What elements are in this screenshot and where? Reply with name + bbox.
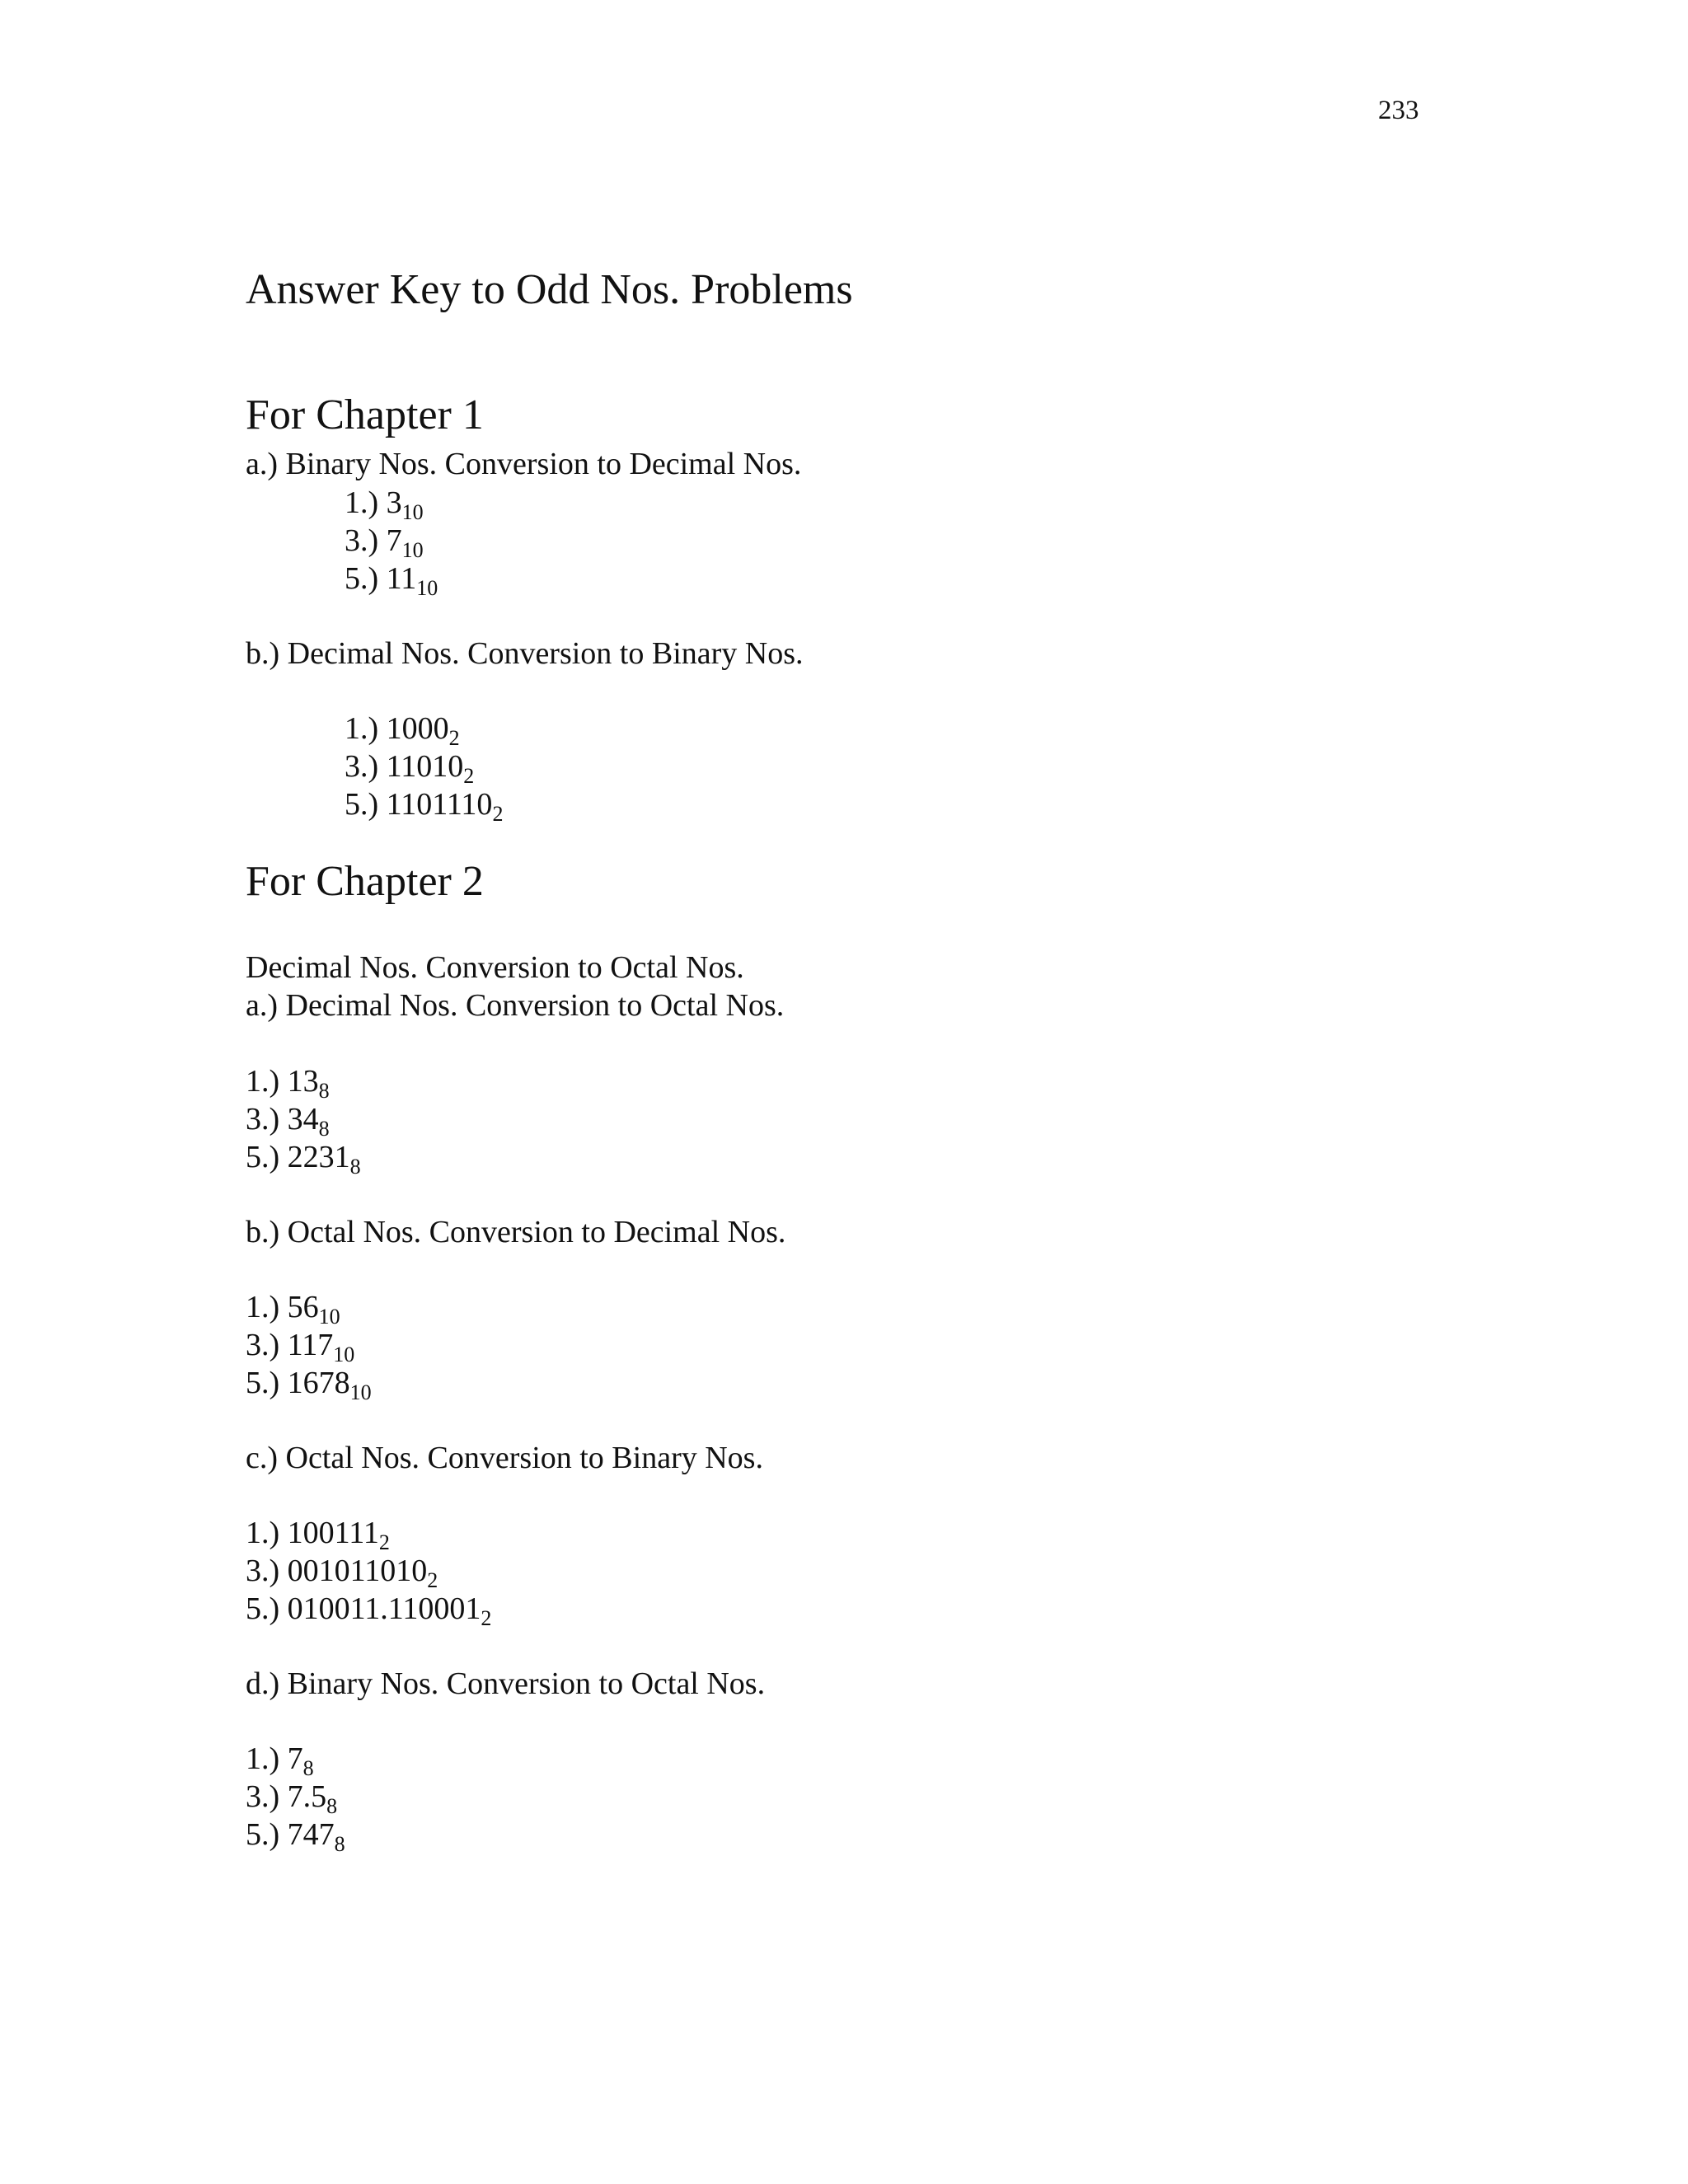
ch1-a-item-1: 1.) $3_{10}$ [345, 485, 424, 524]
ch1-section-a-label: a.) Binary Nos. Conversion to Decimal Nos. [246, 447, 802, 481]
ch2-d-item-5: 5.) $747_8$ [246, 1817, 345, 1856]
ch2-a-item-1: 1.) $13_8$ [246, 1064, 330, 1103]
ch1-b-item-5: 5.) $1101110_2$ [345, 787, 504, 826]
ch2-section-c-label: c.) Octal Nos. Conversion to Binary Nos. [246, 1441, 763, 1475]
ch2-b-item-3: 3.) $117_{10}$ [246, 1328, 355, 1366]
chapter-1-heading: For Chapter 1 [246, 391, 484, 438]
ch2-a-item-5: 5.) $2231_8$ [246, 1140, 361, 1179]
ch2-b-item-1: 1.) $56_{10}$ [246, 1290, 340, 1329]
ch2-c-item-5: 5.) $010011.110001_2$ [246, 1591, 492, 1630]
ch1-a-item-5: 5.) $11_{10}$ [345, 561, 438, 600]
chapter-2-heading: For Chapter 2 [246, 858, 484, 905]
ch2-a-item-3: 3.) $34_8$ [246, 1102, 330, 1141]
page-title: Answer Key to Odd Nos. Problems [246, 266, 853, 313]
ch2-c-item-3: 3.) $001011010_2$ [246, 1554, 438, 1592]
ch2-b-item-5: 5.) $1678_{10}$ [246, 1366, 372, 1404]
ch1-a-item-3: 3.) $7_{10}$ [345, 523, 424, 562]
ch2-d-item-1: 1.) $7_8$ [246, 1741, 314, 1780]
ch1-b-item-3: 3.) $11010_2$ [345, 749, 475, 788]
page-number: 233 [1378, 96, 1419, 125]
ch2-d-item-3: 3.) $7.5_8$ [246, 1779, 338, 1818]
ch1-section-b-label: b.) Decimal Nos. Conversion to Binary Nos. [246, 636, 804, 671]
ch2-intro: Decimal Nos. Conversion to Octal Nos. [246, 950, 744, 985]
ch2-section-d-label: d.) Binary Nos. Conversion to Octal Nos. [246, 1666, 766, 1701]
ch2-section-b-label: b.) Octal Nos. Conversion to Decimal Nos. [246, 1215, 786, 1249]
ch1-b-item-1: 1.) $1000_2$ [345, 711, 460, 750]
ch2-section-a-label: a.) Decimal Nos. Conversion to Octal Nos. [246, 988, 785, 1023]
ch2-c-item-1: 1.) $100111_2$ [246, 1516, 390, 1554]
